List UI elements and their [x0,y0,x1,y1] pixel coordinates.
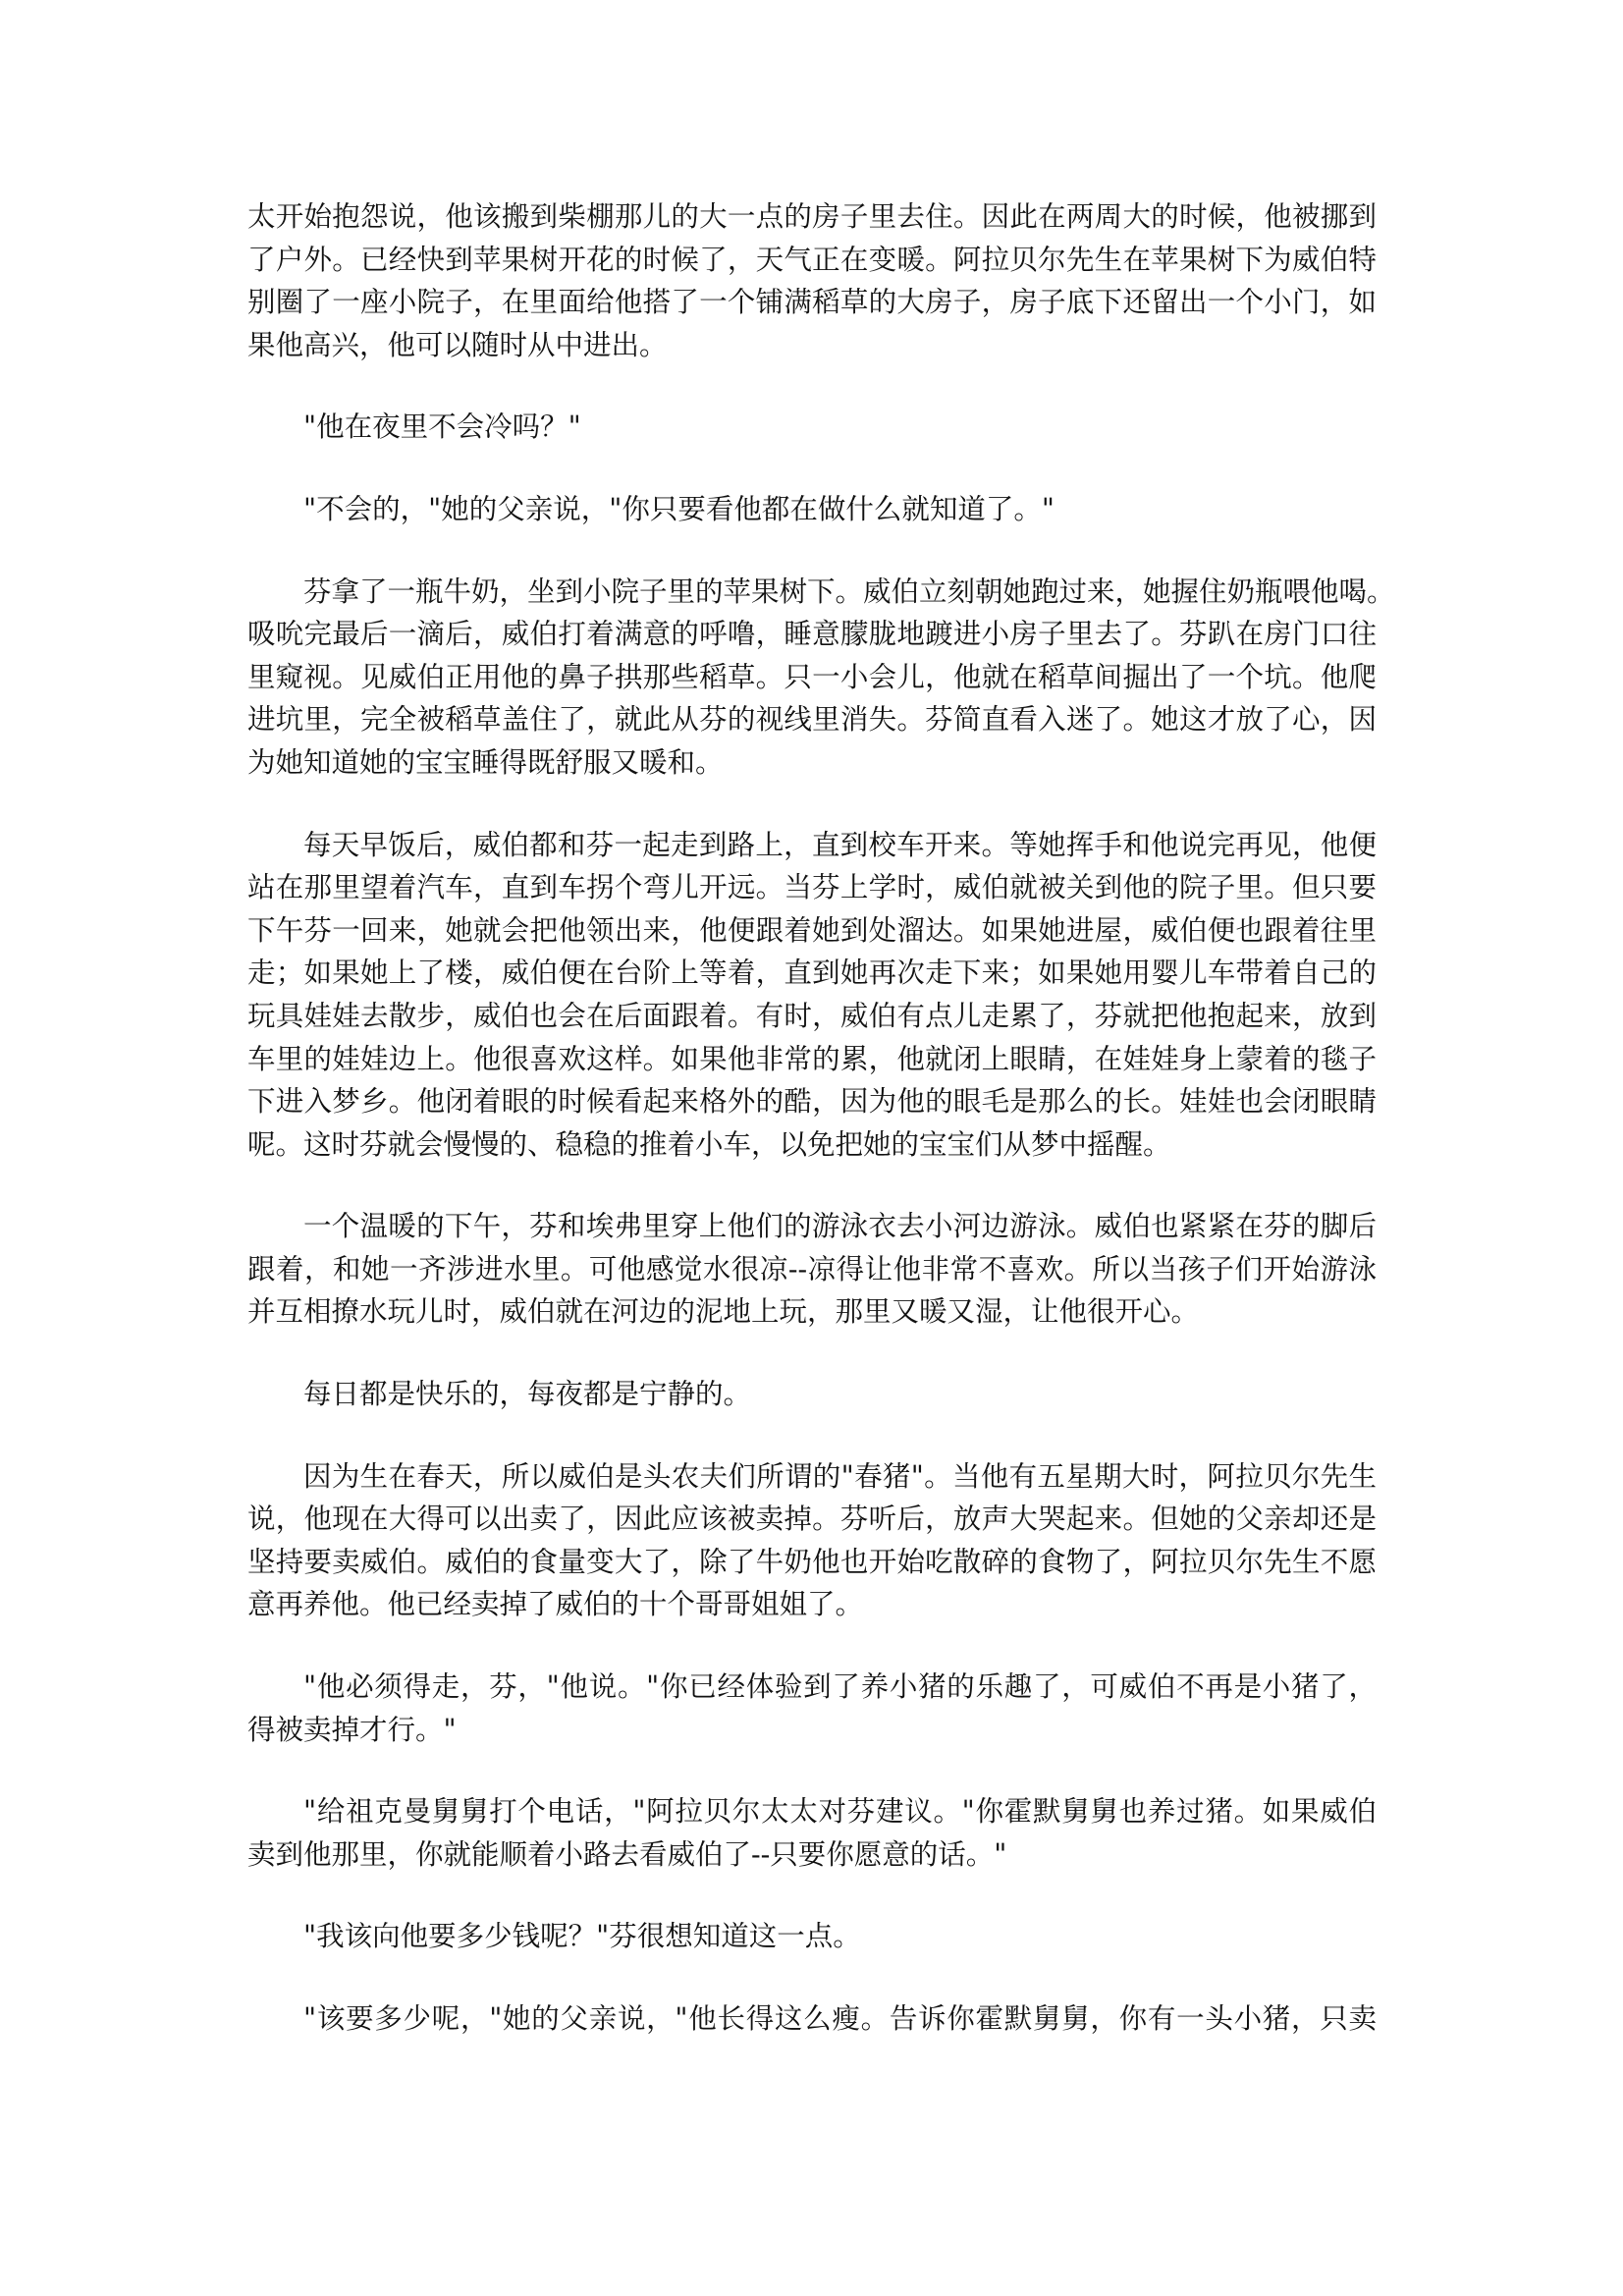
paragraph [247,1455,1377,1626]
paragraph [247,571,1395,785]
text-line: 呢。这时芬就会慢慢的、稳稳的推着小车，以免把她的宝宝们从梦中摇醒。 [247,1127,1171,1161]
text-line: "他必须得走，芬，"他说。"你已经体验到了养小猪的乐趣了，可威伯不再是小猪了， [303,1670,1377,1704]
text-line: 卖到他那里，你就能顺着小路去看威伯了--只要你愿意的话。" [247,1837,1007,1871]
text-line: 下进入梦乡。他闭着眼的时候看起来格外的酷，因为他的眼毛是那么的长。娃娃也会闭眼睛 [247,1085,1377,1119]
text-line: 说，他现在大得可以出卖了，因此应该被卖掉。芬听后，放声大哭起来。但她的父亲却还是 [247,1503,1377,1536]
paragraph [247,406,1377,449]
text-line: "他在夜里不会冷吗？" [303,410,581,444]
text-line: 走；如果她上了楼，威伯便在台阶上等着，直到她再次走下来；如果她用婴儿车带着自己的 [247,957,1377,990]
paragraph [247,1915,1377,1958]
text-line: 了户外。已经快到苹果树开花的时候了，天气正在变暖。阿拉贝尔先生在苹果树下为威伯特 [247,243,1377,276]
paragraph [247,1790,1377,1876]
text-line: 意再养他。他已经卖掉了威伯的十个哥哥姐姐了。 [247,1588,864,1621]
paragraph [247,1997,1377,2041]
text-line: 为她知道她的宝宝睡得既舒服又暖和。 [247,745,724,779]
text-line: 每天早饭后，威伯都和芬一起走到路上，直到校车开来。等她挥手和他说完再见，他便 [303,828,1377,861]
text-line: "我该向他要多少钱呢？"芬很想知道这一点。 [303,1920,861,1953]
text-line: 一个温暖的下午，芬和埃弗里穿上他们的游泳衣去小河边游泳。威伯也紧紧在芬的脚后 [303,1210,1377,1243]
paragraph [247,1666,1377,1751]
text-line: 每日都是快乐的，每夜都是宁静的。 [303,1378,752,1411]
text-line: 下午芬一回来，她就会把他领出来，他便跟着她到处溜达。如果她进屋，威伯便也跟着往里 [247,913,1377,947]
text-line: 坚持要卖威伯。威伯的食量变大了，除了牛奶他也开始吃散碎的食物了，阿拉贝尔先生不愿 [247,1545,1377,1578]
paragraph [247,824,1377,1167]
text-line: 芬拿了一瓶牛奶，坐到小院子里的苹果树下。威伯立刻朝她跑过来，她握住奶瓶喂他喝。 [303,574,1395,608]
text-line: "不会的，"她的父亲说，"你只要看他都在做什么就知道了。" [303,492,1055,525]
text-line: 车里的娃娃边上。他很喜欢这样。如果他非常的累，他就闭上眼睛，在娃娃身上蒙着的毯子 [247,1042,1377,1075]
text-line: 玩具娃娃去散步，威伯也会在后面跟着。有时，威伯有点儿走累了，芬就把他抱起来，放到 [247,999,1377,1032]
text-line: "该要多少呢，"她的父亲说，"他长得这么瘦。告诉你霍默舅舅，你有一头小猪，只卖 [303,2002,1377,2035]
text-line: "给祖克曼舅舅打个电话，"阿拉贝尔太太对芬建议。"你霍默舅舅也养过猪。如果威伯 [303,1795,1377,1829]
text-line: 因为生在春天，所以威伯是头农夫们所谓的"春猪"。当他有五星期大时，阿拉贝尔先生 [303,1459,1377,1493]
text-line: 跟着，和她一齐涉进水里。可他感觉水很凉--凉得让他非常不喜欢。所以当孩子们开始游泳 [247,1252,1377,1285]
paragraph [247,488,1377,531]
text-line: 太开始抱怨说，他该搬到柴棚那儿的大一点的房子里去住。因此在两周大的时候，他被挪到 [247,200,1377,233]
text-line: 吸吮完最后一滴后，威伯打着满意的呼噜，睡意朦胧地踱进小房子里去了。芬趴在房门口往 [247,618,1377,651]
text-line: 果他高兴，他可以随时从中进出。 [247,328,668,361]
text-line: 站在那里望着汽车，直到车拐个弯儿开远。当芬上学时，威伯就被关到他的院子里。但只要 [247,871,1377,904]
body-text [247,195,1395,2080]
paragraph [247,1205,1377,1334]
text-line: 别圈了一座小院子，在里面给他搭了一个铺满稻草的大房子，房子底下还留出一个小门，如 [247,286,1377,319]
paragraph [247,195,1377,366]
text-line: 里窥视。见威伯正用他的鼻子拱那些稻草。只一小会儿，他就在稻草间掘出了一个坑。他爬 [247,660,1377,693]
text-line: 得被卖掉才行。" [247,1713,457,1746]
text-line: 进坑里，完全被稻草盖住了，就此从芬的视线里消失。芬简直看入迷了。她这才放了心，因 [247,703,1377,737]
text-line: 并互相撩水玩儿时，威伯就在河边的泥地上玩，那里又暖又湿，让他很开心。 [247,1295,1200,1329]
paragraph [247,1373,1377,1416]
